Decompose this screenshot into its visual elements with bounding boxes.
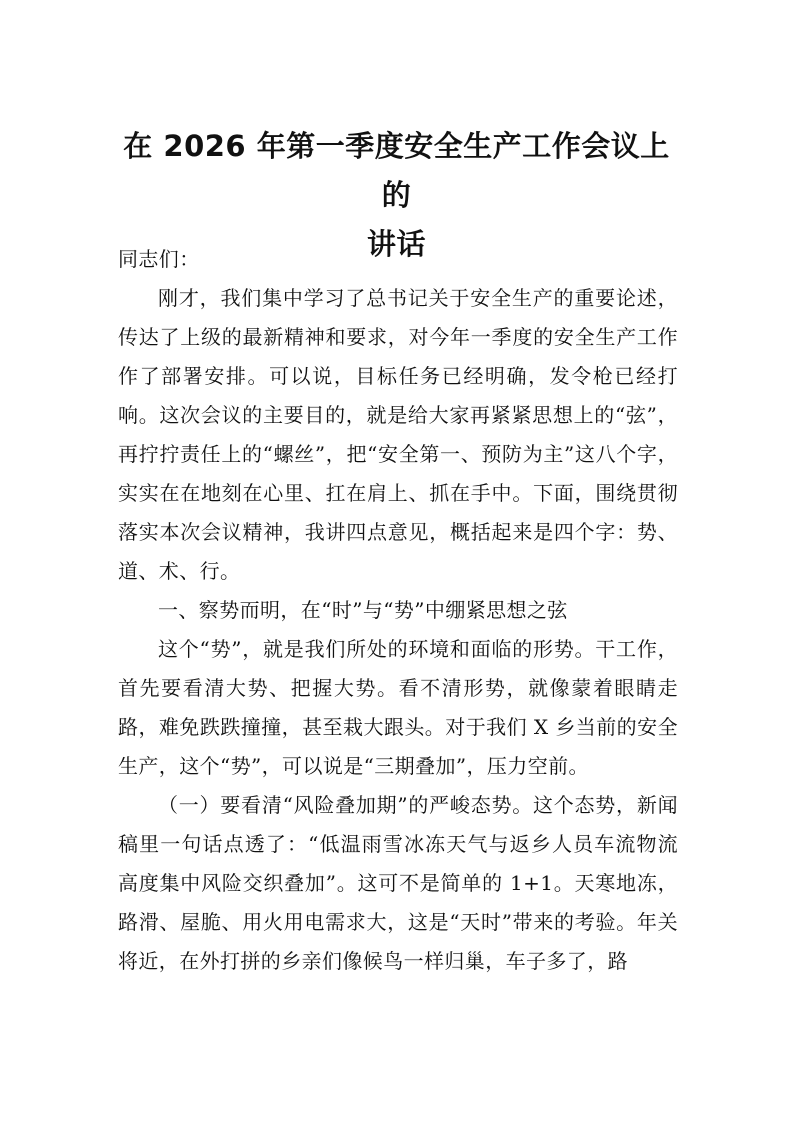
document-body <box>118 240 678 981</box>
salutation: 同志们： <box>118 247 200 271</box>
paragraph-situation: 这个“势”，就是我们所处的环境和面临的形势。干工作，首先要看清大势、把握大势。看不清形势，就像蒙着眼睛走路，难免跌跌撞撞，甚至栽大跟头。对于我们 X 乡当前的安全生产，这个“势”，可以说是“三期叠加”，压力空前。 <box>118 637 678 778</box>
section-heading-1: 一、察势而明，在“时”与“势”中绷紧思想之弦 <box>158 598 568 622</box>
paragraph-subsection-1: （一）要看清“风险叠加期”的严峻态势。这个态势，新闻稿里一句话点透了：“低温雨雪冰冻天气与返乡人员车流物流高度集中风险交织叠加”。这可不是简单的 1+1。天寒地冻，路滑、屋脆、用火用电需求大，这是“天时”带来的考验。年关将近，在外打拼的乡亲们像候鸟一样归巢，车子多了，路 <box>118 793 678 973</box>
paragraph-opening: 刚才，我们集中学习了总书记关于安全生产的重要论述，传达了上级的最新精神和要求，对今年一季度的安全生产工作作了部署安排。可以说，目标任务已经明确，发令枪已经打响。这次会议的主要目的，就是给大家再紧紧思想上的“弦”，再拧拧责任上的“螺丝”，把“安全第一、预防为主”这八个字，实实在在地刻在心里、扛在肩上、抓在手中。下面，围绕贯彻落实本次会议精神，我讲四点意见，概括起来是四个字：势、道、术、行。 <box>118 286 678 583</box>
title-line-2: 讲话 <box>366 227 426 261</box>
title-line-1: 在 2026 年第一季度安全生产工作会议上的 <box>123 129 670 212</box>
